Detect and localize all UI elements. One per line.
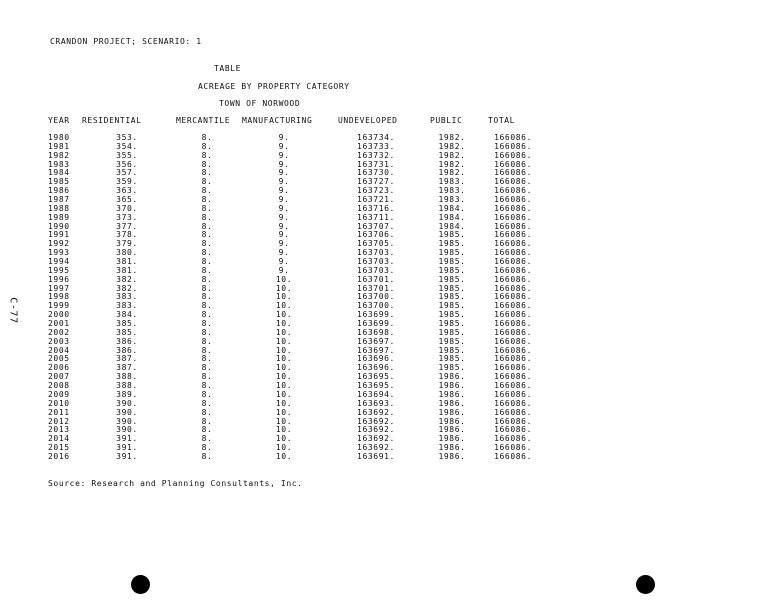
cell-residential: 373. [116,212,138,222]
cell-residential: 365. [116,195,138,205]
cell-year: 1994 [48,257,70,267]
cell-total: 166086. [494,248,532,258]
cell-residential: 383. [116,292,138,302]
cell-manufacturing: 10. [275,381,293,391]
cell-public: 1984. [438,203,466,213]
cell-total: 166086. [494,354,532,364]
cell-undeveloped: 163691. [357,451,395,461]
cell-mercantile: 8. [201,336,213,346]
cell-public: 1986. [438,372,466,382]
cell-mercantile: 8. [201,283,213,293]
column-header-manufacturing: MANUFACTURING [242,116,313,125]
cell-year: 1990 [48,221,70,231]
cell-total: 166086. [494,451,532,461]
cell-mercantile: 8. [201,274,213,284]
cell-total: 166086. [494,177,532,187]
column-header-year: YEAR [48,116,70,125]
cell-undeveloped: 163700. [357,292,395,302]
cell-year: 2014 [48,434,70,444]
cell-total: 166086. [494,186,532,196]
cell-residential: 356. [116,159,138,169]
cell-mercantile: 8. [201,443,213,453]
cell-manufacturing: 9. [278,195,290,205]
cell-manufacturing: 9. [278,203,290,213]
cell-manufacturing: 10. [275,389,293,399]
cell-undeveloped: 163703. [357,257,395,267]
cell-manufacturing: 9. [278,186,290,196]
cell-total: 166086. [494,381,532,391]
cell-mercantile: 8. [201,212,213,222]
cell-manufacturing: 10. [275,283,293,293]
cell-total: 166086. [494,150,532,160]
cell-total: 166086. [494,389,532,399]
page-number: C-77 [7,297,19,324]
cell-total: 166086. [494,398,532,408]
cell-residential: 382. [116,274,138,284]
cell-manufacturing: 9. [278,141,290,151]
table-label: TABLE [214,64,242,73]
cell-undeveloped: 163695. [357,381,395,391]
cell-undeveloped: 163699. [357,310,395,320]
cell-public: 1985. [438,363,466,373]
cell-year: 2006 [48,363,70,373]
cell-residential: 382. [116,283,138,293]
cell-public: 1986. [438,443,466,453]
cell-residential: 378. [116,230,138,240]
cell-total: 166086. [494,372,532,382]
cell-undeveloped: 163692. [357,434,395,444]
cell-public: 1985. [438,319,466,329]
cell-year: 1993 [48,248,70,258]
cell-mercantile: 8. [201,381,213,391]
cell-mercantile: 8. [201,292,213,302]
cell-residential: 384. [116,310,138,320]
cell-undeveloped: 163707. [357,221,395,231]
column-header-mercantile: MERCANTILE [176,116,231,125]
cell-undeveloped: 163701. [357,283,395,293]
cell-year: 2004 [48,345,70,355]
cell-total: 166086. [494,274,532,284]
cell-manufacturing: 10. [275,398,293,408]
cell-mercantile: 8. [201,257,213,267]
cell-public: 1983. [438,177,466,187]
cell-undeveloped: 163721. [357,195,395,205]
cell-residential: 377. [116,221,138,231]
cell-year: 1986 [48,186,70,196]
cell-year: 2000 [48,310,70,320]
cell-residential: 388. [116,372,138,382]
cell-mercantile: 8. [201,195,213,205]
cell-year: 1988 [48,203,70,213]
acreage-table [48,116,532,462]
cell-manufacturing: 10. [275,434,293,444]
cell-undeveloped: 163692. [357,425,395,435]
cell-year: 1980 [48,133,70,142]
cell-public: 1985. [438,292,466,302]
cell-total: 166086. [494,345,532,355]
project-title: CRANDON PROJECT; SCENARIO: 1 [50,37,202,46]
cell-total: 166086. [494,319,532,329]
cell-public: 1982. [438,159,466,169]
cell-public: 1985. [438,310,466,320]
cell-residential: 390. [116,425,138,435]
source-note: Source: Research and Planning Consultants, Inc. [48,479,303,488]
cell-year: 1985 [48,177,70,187]
cell-manufacturing: 10. [275,292,293,302]
cell-mercantile: 8. [201,425,213,435]
cell-year: 1999 [48,301,70,311]
cell-public: 1983. [438,186,466,196]
column-header-public: PUBLIC [430,116,463,125]
cell-manufacturing: 10. [275,363,293,373]
cell-year: 2008 [48,381,70,391]
cell-total: 166086. [494,203,532,213]
cell-mercantile: 8. [201,416,213,426]
cell-mercantile: 8. [201,150,213,160]
cell-public: 1986. [438,398,466,408]
cell-total: 166086. [494,443,532,453]
cell-public: 1986. [438,425,466,435]
cell-undeveloped: 163696. [357,354,395,364]
cell-residential: 387. [116,363,138,373]
cell-total: 166086. [494,407,532,417]
cell-total: 166086. [494,434,532,444]
cell-undeveloped: 163732. [357,150,395,160]
cell-residential: 353. [116,133,138,142]
cell-year: 1992 [48,239,70,249]
cell-manufacturing: 10. [275,425,293,435]
cell-residential: 390. [116,398,138,408]
cell-manufacturing: 10. [275,336,293,346]
cell-residential: 383. [116,301,138,311]
cell-year: 1989 [48,212,70,222]
cell-residential: 381. [116,265,138,275]
cell-residential: 391. [116,451,138,461]
cell-manufacturing: 10. [275,310,293,320]
cell-year: 2010 [48,398,70,408]
cell-public: 1984. [438,221,466,231]
cell-year: 2003 [48,336,70,346]
cell-mercantile: 8. [201,133,213,142]
table-row [48,453,532,462]
cell-manufacturing: 10. [275,327,293,337]
cell-undeveloped: 163698. [357,327,395,337]
cell-undeveloped: 163697. [357,345,395,355]
cell-total: 166086. [494,327,532,337]
cell-total: 166086. [494,195,532,205]
cell-undeveloped: 163734. [357,133,395,142]
cell-undeveloped: 163730. [357,168,395,178]
cell-undeveloped: 163705. [357,239,395,249]
cell-residential: 355. [116,150,138,160]
cell-year: 1982 [48,150,70,160]
cell-total: 166086. [494,221,532,231]
cell-public: 1984. [438,212,466,222]
cell-total: 166086. [494,301,532,311]
cell-undeveloped: 163695. [357,372,395,382]
cell-total: 166086. [494,265,532,275]
cell-year: 1995 [48,265,70,275]
cell-year: 1996 [48,274,70,284]
cell-undeveloped: 163733. [357,141,395,151]
cell-year: 2015 [48,443,70,453]
cell-total: 166086. [494,133,532,142]
cell-residential: 385. [116,319,138,329]
cell-year: 2001 [48,319,70,329]
cell-public: 1985. [438,257,466,267]
cell-mercantile: 8. [201,434,213,444]
cell-mercantile: 8. [201,141,213,151]
cell-residential: 357. [116,168,138,178]
cell-undeveloped: 163727. [357,177,395,187]
cell-year: 1991 [48,230,70,240]
cell-public: 1985. [438,239,466,249]
cell-mercantile: 8. [201,168,213,178]
cell-public: 1982. [438,168,466,178]
table-header [48,116,532,132]
cell-manufacturing: 10. [275,443,293,453]
cell-mercantile: 8. [201,239,213,249]
cell-public: 1985. [438,327,466,337]
cell-residential: 379. [116,239,138,249]
cell-residential: 370. [116,203,138,213]
punch-hole-right [636,575,655,594]
cell-undeveloped: 163706. [357,230,395,240]
cell-undeveloped: 163703. [357,248,395,258]
cell-mercantile: 8. [201,203,213,213]
cell-total: 166086. [494,141,532,151]
cell-public: 1986. [438,451,466,461]
cell-mercantile: 8. [201,327,213,337]
cell-year: 2002 [48,327,70,337]
cell-manufacturing: 10. [275,451,293,461]
cell-undeveloped: 163693. [357,398,395,408]
cell-undeveloped: 163700. [357,301,395,311]
cell-residential: 388. [116,381,138,391]
cell-public: 1986. [438,381,466,391]
cell-year: 2011 [48,407,70,417]
cell-undeveloped: 163701. [357,274,395,284]
cell-residential: 391. [116,443,138,453]
cell-year: 1987 [48,195,70,205]
cell-year: 2005 [48,354,70,364]
table-body [48,132,532,462]
cell-mercantile: 8. [201,186,213,196]
cell-total: 166086. [494,257,532,267]
cell-total: 166086. [494,310,532,320]
cell-residential: 390. [116,407,138,417]
cell-public: 1985. [438,283,466,293]
cell-year: 2009 [48,389,70,399]
column-header-residential: RESIDENTIAL [82,116,142,125]
cell-undeveloped: 163692. [357,416,395,426]
cell-manufacturing: 9. [278,265,290,275]
cell-mercantile: 8. [201,159,213,169]
cell-manufacturing: 10. [275,319,293,329]
cell-residential: 363. [116,186,138,196]
header-row [48,116,532,132]
cell-residential: 386. [116,345,138,355]
table-title: ACREAGE BY PROPERTY CATEGORY [198,82,350,91]
cell-public: 1985. [438,248,466,258]
cell-undeveloped: 163731. [357,159,395,169]
cell-total: 166086. [494,212,532,222]
cell-mercantile: 8. [201,407,213,417]
cell-total: 166086. [494,416,532,426]
cell-public: 1986. [438,434,466,444]
cell-undeveloped: 163692. [357,443,395,453]
cell-public: 1986. [438,416,466,426]
cell-mercantile: 8. [201,389,213,399]
cell-manufacturing: 9. [278,150,290,160]
cell-mercantile: 8. [201,221,213,231]
cell-mercantile: 8. [201,451,213,461]
cell-mercantile: 8. [201,248,213,258]
cell-residential: 390. [116,416,138,426]
cell-total: 166086. [494,239,532,249]
cell-public: 1985. [438,301,466,311]
cell-public: 1982. [438,141,466,151]
cell-manufacturing: 9. [278,133,290,142]
cell-mercantile: 8. [201,372,213,382]
cell-total: 166086. [494,363,532,373]
cell-public: 1985. [438,336,466,346]
cell-manufacturing: 9. [278,168,290,178]
cell-residential: 389. [116,389,138,399]
cell-year: 2012 [48,416,70,426]
cell-mercantile: 8. [201,345,213,355]
cell-public: 1985. [438,274,466,284]
cell-mercantile: 8. [201,319,213,329]
cell-mercantile: 8. [201,310,213,320]
cell-manufacturing: 10. [275,274,293,284]
cell-manufacturing: 9. [278,248,290,258]
cell-mercantile: 8. [201,363,213,373]
cell-mercantile: 8. [201,301,213,311]
cell-mercantile: 8. [201,230,213,240]
cell-mercantile: 8. [201,177,213,187]
cell-manufacturing: 9. [278,221,290,231]
column-header-total: TOTAL [488,116,516,125]
cell-mercantile: 8. [201,265,213,275]
cell-undeveloped: 163703. [357,265,395,275]
cell-year: 1998 [48,292,70,302]
cell-total: 166086. [494,425,532,435]
cell-year: 1983 [48,159,70,169]
cell-year: 1981 [48,141,70,151]
cell-public: 1985. [438,265,466,275]
cell-residential: 359. [116,177,138,187]
cell-residential: 387. [116,354,138,364]
cell-undeveloped: 163697. [357,336,395,346]
cell-undeveloped: 163723. [357,186,395,196]
cell-manufacturing: 9. [278,239,290,249]
cell-residential: 381. [116,257,138,267]
column-header-undeveloped: UNDEVELOPED [338,116,398,125]
cell-public: 1985. [438,230,466,240]
punch-hole-left [131,575,150,594]
cell-mercantile: 8. [201,354,213,364]
cell-manufacturing: 10. [275,416,293,426]
cell-undeveloped: 163699. [357,319,395,329]
cell-total: 166086. [494,292,532,302]
cell-undeveloped: 163694. [357,389,395,399]
cell-residential: 391. [116,434,138,444]
cell-year: 2013 [48,425,70,435]
cell-manufacturing: 9. [278,212,290,222]
cell-undeveloped: 163716. [357,203,395,213]
cell-public: 1985. [438,345,466,355]
cell-residential: 385. [116,327,138,337]
cell-public: 1982. [438,150,466,160]
cell-undeveloped: 163711. [357,212,395,222]
cell-total: 166086. [494,230,532,240]
cell-public: 1986. [438,389,466,399]
cell-manufacturing: 9. [278,177,290,187]
cell-manufacturing: 10. [275,354,293,364]
cell-residential: 380. [116,248,138,258]
cell-mercantile: 8. [201,398,213,408]
cell-year: 1984 [48,168,70,178]
cell-manufacturing: 9. [278,230,290,240]
cell-year: 1997 [48,283,70,293]
cell-total: 166086. [494,168,532,178]
cell-manufacturing: 9. [278,159,290,169]
cell-manufacturing: 10. [275,301,293,311]
cell-public: 1986. [438,407,466,417]
cell-total: 166086. [494,159,532,169]
cell-public: 1985. [438,354,466,364]
cell-public: 1982. [438,133,466,142]
cell-manufacturing: 10. [275,407,293,417]
cell-undeveloped: 163692. [357,407,395,417]
cell-residential: 354. [116,141,138,151]
cell-total: 166086. [494,283,532,293]
table-town-subtitle: TOWN OF NORWOOD [219,99,301,108]
cell-manufacturing: 10. [275,345,293,355]
cell-manufacturing: 10. [275,372,293,382]
cell-public: 1983. [438,195,466,205]
cell-undeveloped: 163696. [357,363,395,373]
cell-year: 2016 [48,451,70,461]
cell-residential: 386. [116,336,138,346]
cell-manufacturing: 9. [278,257,290,267]
cell-year: 2007 [48,372,70,382]
cell-total: 166086. [494,336,532,346]
